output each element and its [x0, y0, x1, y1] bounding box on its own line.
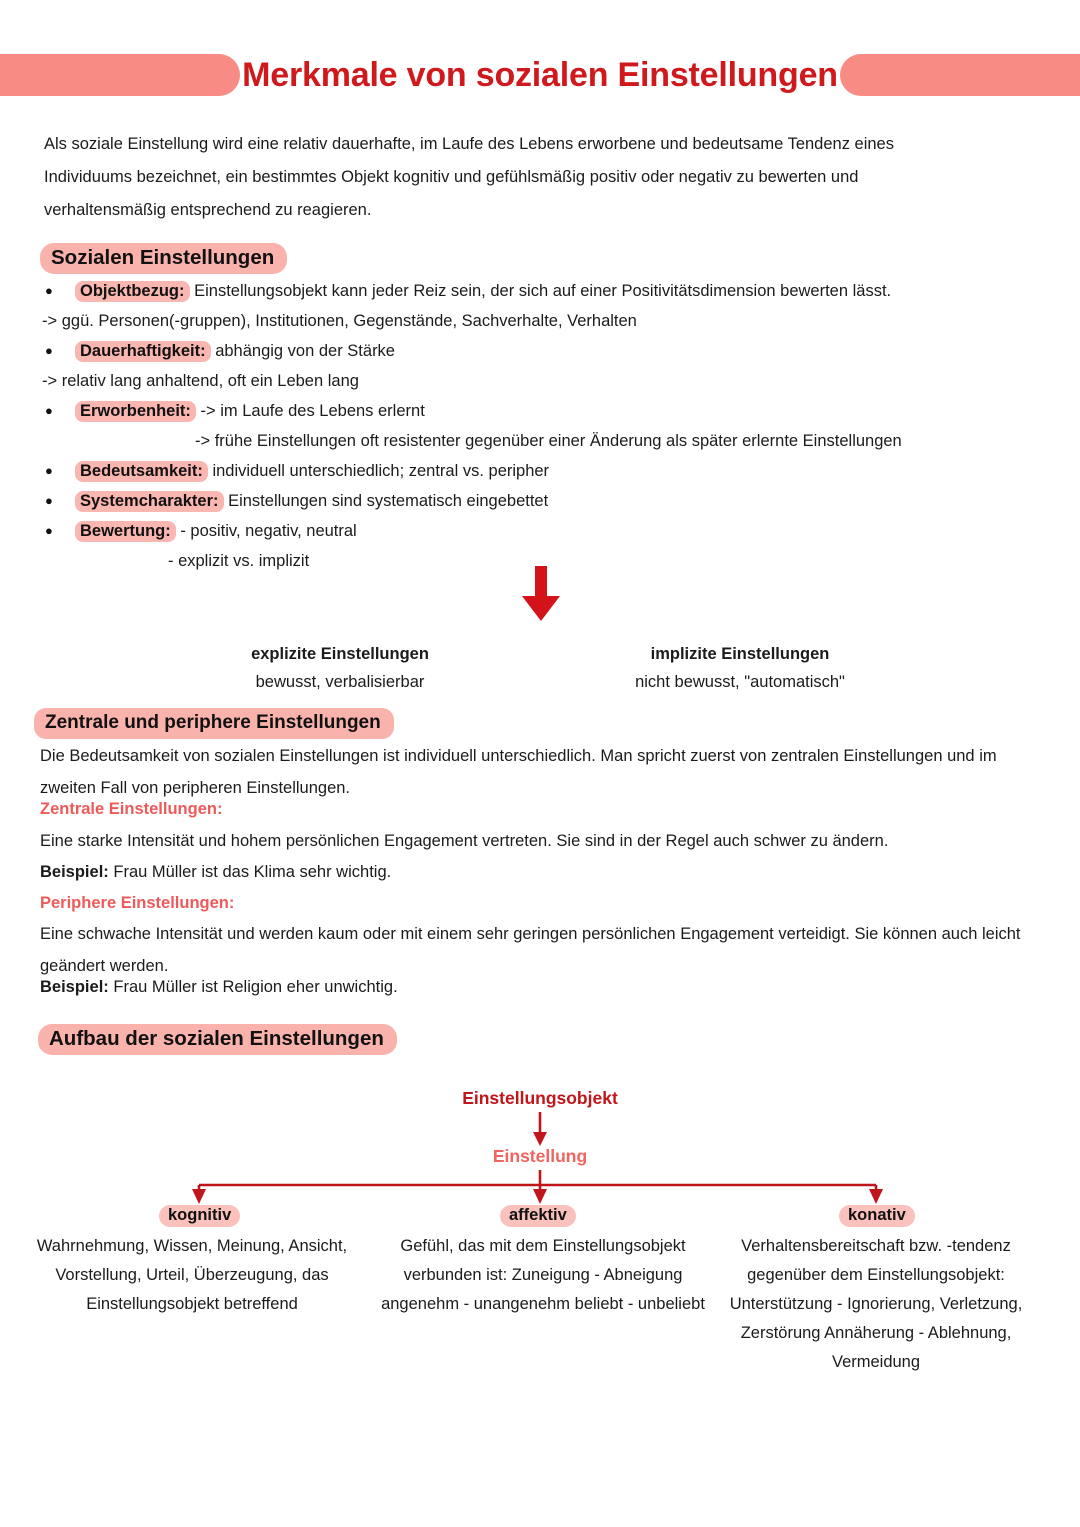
sub-note-bewertung: - explizit vs. implizit [168, 552, 310, 570]
beispiel-periphere [40, 971, 840, 1003]
bullet-dot-icon [40, 276, 75, 306]
text-zentrale-einstellungen: Eine starke Intensität und hohem persönlichen Engagement vertreten. Sie sind in der Regel auch schwer zu ändern. [40, 832, 889, 850]
title-bar-left-decoration [0, 54, 240, 96]
zentrale-intro-paragraph: Die Bedeutsamkeit von sozialen Einstellungen ist individuell unterschiedlich. Man spricht zuerst von zentralen Einstellungen und im zweiten Fall von peripheren Einstellungen. [40, 747, 997, 797]
label-periphere-einstellungen: Periphere Einstellungen: [40, 894, 235, 912]
sub-note-erworbenheit: -> frühe Einstellungen oft resistenter gegenüber einer Änderung als später erlernte Einstellungen [195, 432, 902, 450]
term-highlight: Erworbenheit: [75, 401, 196, 422]
sub-note-dauerhaftigkeit: -> relativ lang anhaltend, oft ein Leben lang [42, 372, 359, 390]
beispiel-label: Beispiel: [40, 863, 109, 881]
diagram-branch-body-konativ: Verhaltensbereitschaft bzw. -tendenz gegenüber dem Einstellungsobjekt: Unterstützung - Ignorierung, Verletzung, Zerstörung Annäherung - Ablehnung, Vermeidung [729, 1237, 1023, 1371]
diagram-branch-body-affektiv: Gefühl, das mit dem Einstellungsobjekt verbunden ist: Zuneigung - Abneigung angenehm - unangenehm beliebt - unbeliebt [381, 1237, 705, 1313]
list-item [40, 516, 1030, 546]
page-title-banner [0, 52, 1080, 98]
intro-paragraph: Als soziale Einstellung wird eine relativ dauerhafte, im Laufe des Lebens erworbene und bedeutsame Tendenz eines Individuums bezeichnet, ein bestimmtes Objekt kognitiv und gefühlsmäßig positiv oder negativ zu bewerten und verhaltensmäßig entsprechend zu reagieren. [44, 135, 894, 219]
beispiel-text: Frau Müller ist Religion eher unwichtig. [108, 978, 398, 996]
section-heading-aufbau: Aufbau der sozialen Einstellungen [38, 1024, 397, 1055]
bullet-dot-icon [40, 516, 75, 546]
diagram-branch-body-kognitiv: Wahrnehmung, Wissen, Meinung, Ansicht, Vorstellung, Urteil, Überzeugung, das Einstellungsobjekt betreffend [36, 1237, 348, 1313]
diagram-node-einstellung: Einstellung [492, 1146, 588, 1166]
list-item [40, 486, 1030, 516]
diagram-branch-label-konativ: konativ [839, 1205, 915, 1227]
term-highlight: Bewertung: [75, 521, 176, 542]
title-bar-right-decoration [840, 54, 1080, 96]
label-zentrale-einstellungen: Zentrale Einstellungen: [40, 800, 223, 818]
term-highlight: Bedeutsamkeit: [75, 461, 208, 482]
implizite-einstellungen-block [570, 640, 910, 696]
list-item-text: abhängig von der Stärke [210, 342, 395, 360]
sub-note-objektbezug: -> ggü. Personen(-gruppen), Institutionen, Gegenstände, Sachverhalte, Verhalten [42, 312, 637, 330]
implizite-title: implizite Einstellungen [650, 645, 830, 663]
list-item [40, 456, 1030, 486]
list-item-text: Einstellungsobjekt kann jeder Reiz sein, der sich auf einer Positivitätsdimension bewerten lässt. [189, 282, 892, 300]
list-item-content [75, 336, 1030, 366]
list-item [40, 276, 1030, 306]
section-heading-sozialen-einstellungen: Sozialen Einstellungen [40, 243, 287, 274]
explizite-title: explizite Einstellungen [251, 645, 429, 663]
list-item-content [75, 456, 1030, 486]
list-item [40, 396, 1030, 426]
term-highlight: Systemcharakter: [75, 491, 224, 512]
explizite-subtitle: bewusst, verbalisierbar [255, 673, 425, 691]
bullet-list-merkmale [40, 276, 1030, 576]
bullet-dot-icon [40, 336, 75, 366]
page-title: Merkmale von sozialen Einstellungen [242, 55, 838, 94]
explizite-einstellungen-block [190, 640, 490, 696]
list-item-text: -> im Laufe des Lebens erlernt [195, 402, 425, 420]
list-item-content [75, 486, 1030, 516]
list-item-text: - positiv, negativ, neutral [175, 522, 357, 540]
list-item-text: Einstellungen sind systematisch eingebettet [223, 492, 549, 510]
implizite-subtitle: nicht bewusst, "automatisch" [635, 673, 845, 691]
bullet-dot-icon [40, 456, 75, 486]
list-item-content [75, 516, 1030, 546]
diagram-node-einstellungsobjekt: Einstellungsobjekt [462, 1088, 618, 1108]
term-highlight: Dauerhaftigkeit: [75, 341, 211, 362]
beispiel-text: Frau Müller ist das Klima sehr wichtig. [108, 863, 392, 881]
bullet-dot-icon [40, 486, 75, 516]
aufbau-diagram [0, 1080, 1080, 1500]
down-arrow-icon [512, 566, 570, 622]
beispiel-label: Beispiel: [40, 978, 109, 996]
text-periphere-einstellungen: Eine schwache Intensität und werden kaum oder mit einem sehr geringen persönlichen Engagement verteidigt. Sie können auch leicht geändert werden. [40, 925, 1021, 975]
list-item [40, 336, 1030, 366]
beispiel-zentrale [40, 856, 840, 888]
section-heading-zentrale-periphere: Zentrale und periphere Einstellungen [34, 708, 394, 739]
list-item-text: individuell unterschiedlich; zentral vs. peripher [207, 462, 550, 480]
term-highlight: Objektbezug: [75, 281, 190, 302]
bullet-dot-icon [40, 396, 75, 426]
diagram-branch-label-affektiv: affektiv [500, 1205, 576, 1227]
diagram-branch-label-kognitiv: kognitiv [159, 1205, 240, 1227]
list-item-content [75, 396, 1030, 426]
list-item-content [75, 276, 1030, 306]
